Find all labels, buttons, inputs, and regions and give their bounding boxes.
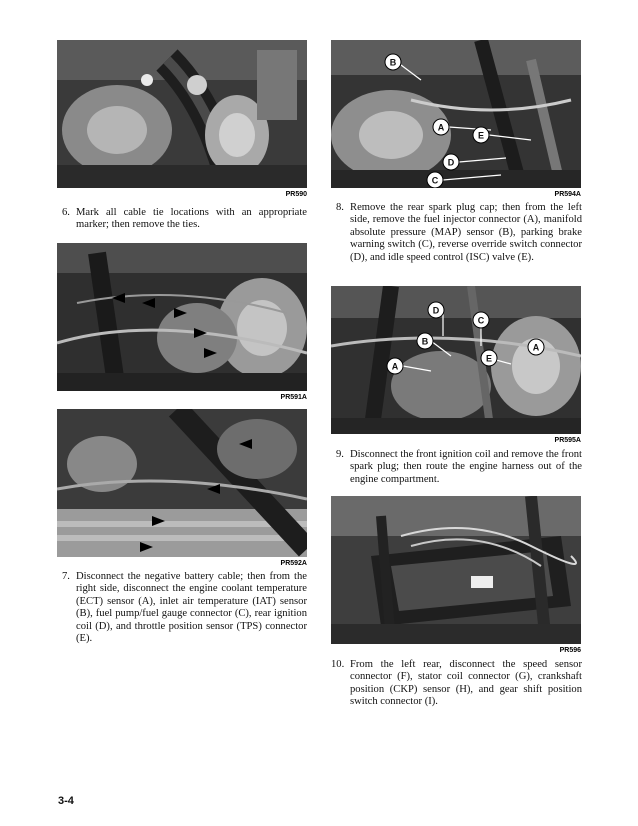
step-number: 10.: [331, 659, 345, 670]
figure-caption-pr595a: PR595A: [554, 437, 581, 444]
step-10: [331, 659, 582, 709]
svg-text:C: C: [431, 175, 439, 186]
callout-d: [428, 302, 444, 318]
step-6: [62, 207, 307, 232]
step-text: Mark all cable tie locations with an appropriate marker; then remove the ties.: [76, 207, 307, 231]
engine-photo-hoses: [57, 40, 307, 188]
step-number: 9.: [336, 449, 344, 460]
svg-text:E: E: [485, 353, 493, 364]
svg-text:D: D: [432, 305, 440, 316]
callout-a-2: [528, 339, 544, 355]
callout-c: [427, 172, 443, 188]
photo-pr595a: [331, 286, 581, 434]
callout-a: [387, 358, 403, 374]
figure-caption-pr592a: PR592A: [280, 560, 307, 567]
callout-e: [481, 350, 497, 366]
photo-pr594a: [331, 40, 581, 188]
step-text: Disconnect the front ignition coil and remove the front spark plug; then route the engine harness out of the engine compartment.: [350, 449, 582, 485]
photo-pr592a: [57, 409, 307, 557]
figure-caption-pr590: PR590: [285, 191, 307, 198]
callout-c: [473, 312, 489, 328]
step-number: 7.: [62, 571, 70, 582]
step-text: Disconnect the negative battery cable; then from the right side, disconnect the engine coolant temperature (ECT) sensor (A), inlet air temperature (IAT) sensor (B), fuel pump/fuel gauge connector (C), rear ignition coil (D), and throttle position sensor (TPS) connector (E).: [76, 571, 307, 645]
svg-text:B: B: [389, 57, 397, 68]
figure-caption-pr594a: PR594A: [554, 191, 581, 198]
svg-text:A: A: [391, 361, 399, 372]
page-number: 3-4: [58, 795, 74, 807]
engine-photo-battery: [57, 409, 307, 557]
callout-a: [433, 119, 449, 135]
svg-text:C: C: [477, 315, 485, 326]
svg-text:E: E: [477, 130, 485, 141]
figure-caption-pr591a: PR591A: [280, 394, 307, 401]
svg-text:B: B: [421, 336, 429, 347]
step-8: [336, 202, 582, 264]
step-text: Remove the rear spark plug cap; then from the left side, remove the fuel injector connector (A), manifold absolute pressure (MAP) sensor (B), parking brake warning switch (C), reverse override switch connector (D), and idle speed control (ISC) valve (E).: [350, 202, 582, 263]
step-9: [336, 449, 582, 486]
step-7: [62, 571, 307, 645]
engine-photo-left-side: [331, 40, 581, 188]
step-number: 6.: [62, 207, 70, 218]
callout-e: [473, 127, 489, 143]
engine-photo-cable-ties: [57, 243, 307, 391]
engine-photo-harness: [331, 496, 581, 644]
svg-text:A: A: [437, 122, 445, 133]
callout-d: [443, 154, 459, 170]
photo-pr590: [57, 40, 307, 188]
svg-text:D: D: [447, 157, 455, 168]
step-number: 8.: [336, 202, 344, 213]
figure-caption-pr596: PR596: [559, 647, 581, 654]
svg-text:A: A: [532, 342, 540, 353]
photo-pr591a: [57, 243, 307, 391]
step-text: From the left rear, disconnect the speed sensor connector (F), stator coil connector (G), crankshaft position (CKP) sensor (H), and gear shift position switch connector (I).: [350, 659, 582, 708]
callout-b: [385, 54, 401, 70]
photo-pr596: [331, 496, 581, 644]
callout-b: [417, 333, 433, 349]
engine-photo-left-connectors: [331, 286, 581, 434]
